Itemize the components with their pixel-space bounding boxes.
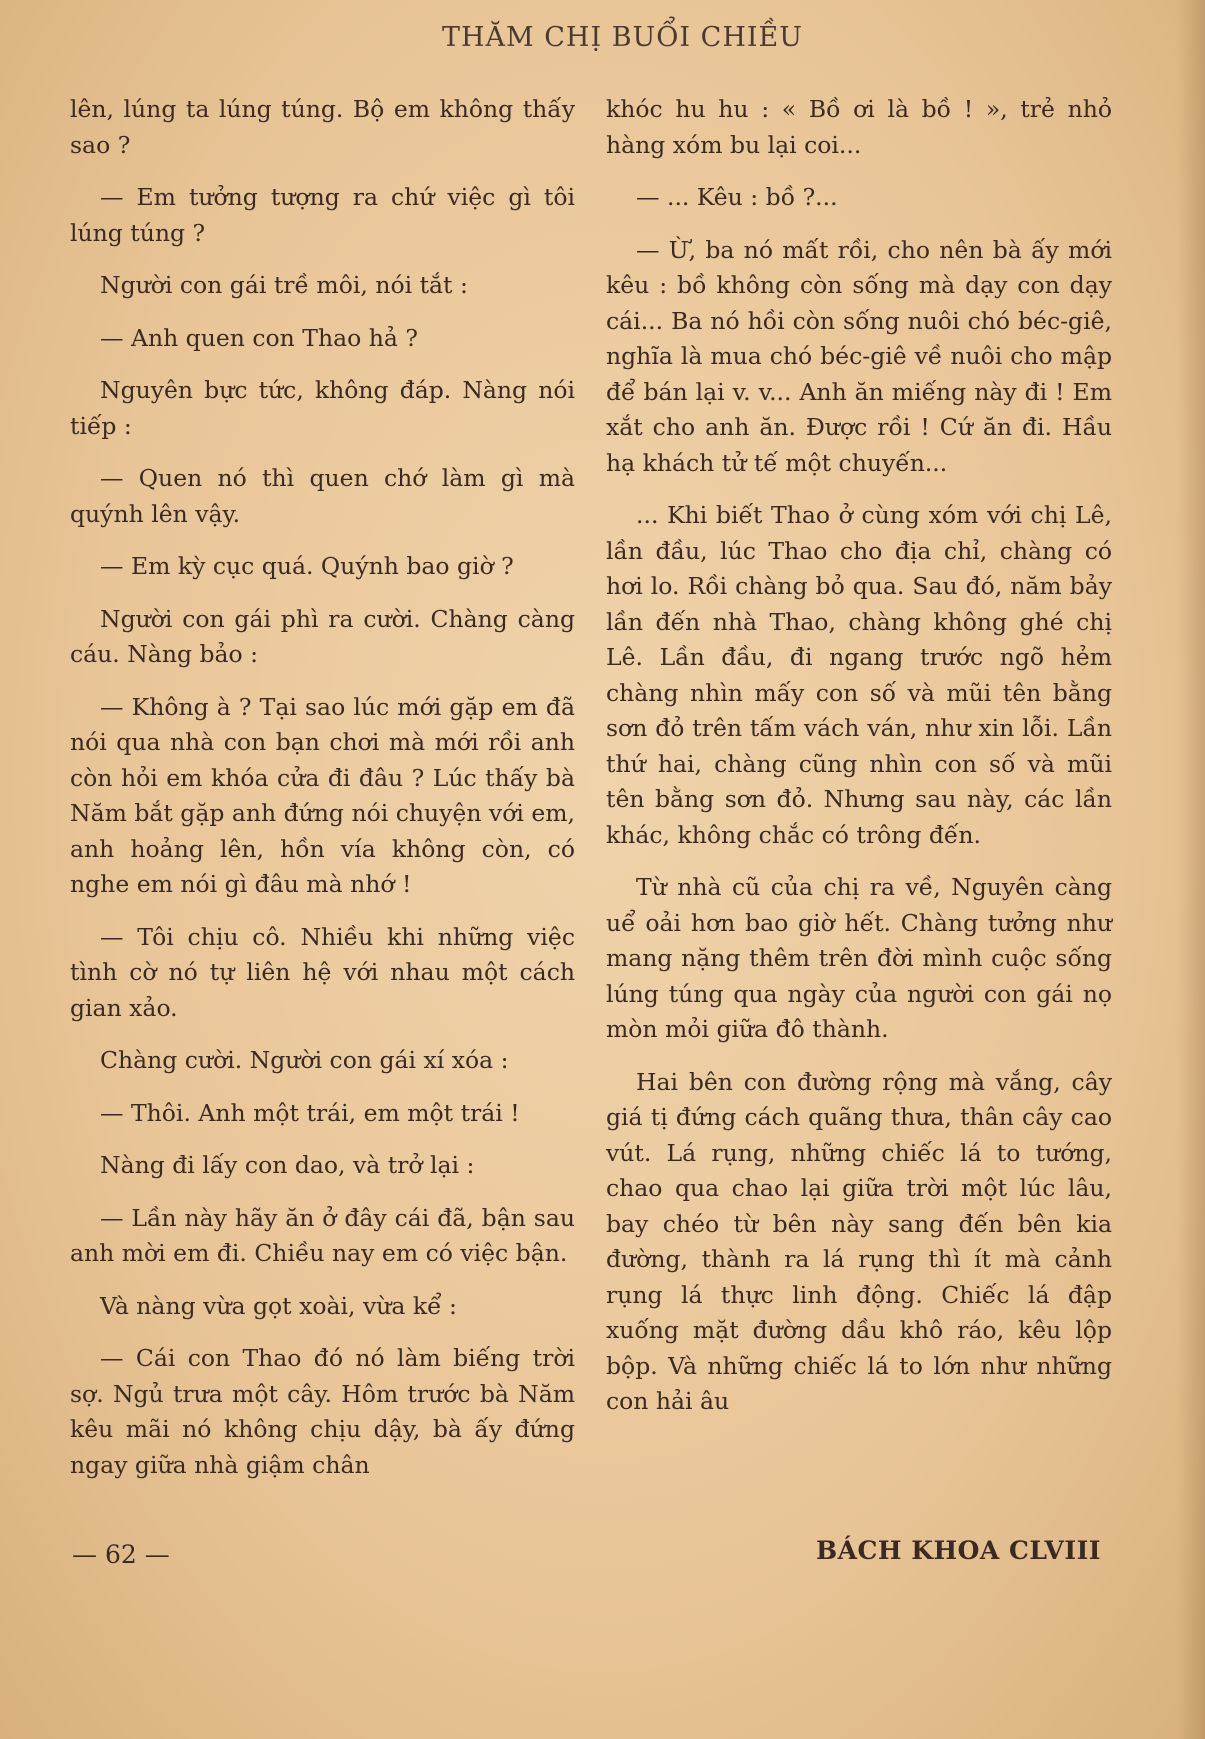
- paragraph: Người con gái phì ra cười. Chàng càng cáu. Nàng bảo :: [70, 604, 575, 668]
- paragraph: — Lần này hãy ăn ở đây cái đã, bận sau anh mời em đi. Chiều nay em có việc bận.: [70, 1203, 575, 1267]
- paragraph: — Tôi chịu cô. Nhiều khi những việc tình cờ nó tự liên hệ với nhau một cách gian xảo.: [70, 922, 575, 1022]
- paragraph: ... Khi biết Thao ở cùng xóm với chị Lê, lần đầu, lúc Thao cho địa chỉ, chàng có hơi lo. Rồi chàng bỏ qua. Sau đó, năm bảy lần đến nhà Thao, chàng không ghé chị Lê. Lần đầu, đi ngang trước ngõ hẻm chàng nhìn mấy con số và mũi tên bằng sơn đỏ trên tấm vách ván, như xin lỗi. Lần thứ hai, chàng cũng nhìn con số và mũi tên bằng sơn đỏ. Nhưng sau này, các lần khác, không chắc có trông đến.: [606, 501, 1112, 849]
- paragraph: — Ừ, ba nó mất rồi, cho nên bà ấy mới kêu : bồ không còn sống mà dạy con dạy cái... Ba nó hồi còn sống nuôi chó béc-giê, nghĩa là mua chó béc-giê về nuôi cho mập để bán lại v. v... Anh ăn miếng này đi ! Em xắt cho anh ăn. Được rồi ! Cứ ăn đi. Hầu hạ khách tử tế một chuyến...: [606, 235, 1112, 477]
- page-number: — 62 —: [72, 1540, 170, 1569]
- paragraph: — Thôi. Anh một trái, em một trái !: [100, 1098, 520, 1127]
- right-column: [606, 92, 1112, 1437]
- paragraph: Nàng đi lấy con dao, và trở lại :: [100, 1151, 475, 1179]
- paragraph: lên, lúng ta lúng túng. Bộ em không thấy sao ?: [70, 95, 575, 159]
- paragraph: — Cái con Thao đó nó làm biếng trời sợ. Ngủ trưa một cây. Hôm trước bà Năm kêu mãi nó không chịu dậy, bà ấy đứng ngay giữa nhà giậm chân: [70, 1344, 575, 1479]
- paragraph: — Em tưởng tượng ra chứ việc gì tôi lúng túng ?: [70, 183, 575, 247]
- paragraph: Nguyên bực tức, không đáp. Nàng nói tiếp :: [70, 376, 575, 440]
- page-edge-shadow: [1177, 0, 1205, 1739]
- paragraph: Chàng cười. Người con gái xí xóa :: [100, 1046, 509, 1074]
- paragraph: Hai bên con đường rộng mà vắng, cây giá tị đứng cách quãng thưa, thân cây cao vút. Lá rụng, những chiếc lá to tướng, chao qua chao lại giữa trời một lúc lâu, bay chéo từ bên này sang đến bên kia đường, thành ra lá rụng thì ít mà cảnh rụng lá thực linh động. Chiếc lá đập xuống mặt đường dầu khô ráo, kêu lộp bộp. Và những chiếc lá to lớn như những con hải âu: [606, 1067, 1112, 1415]
- paragraph: khóc hu hu : « Bồ ơi là bồ ! », trẻ nhỏ hàng xóm bu lại coi...: [606, 95, 1112, 159]
- running-header: THĂM CHỊ BUỔI CHIỀU: [441, 22, 804, 53]
- left-column: [70, 92, 575, 1500]
- paragraph: — Em kỳ cục quá. Quýnh bao giờ ?: [100, 552, 514, 580]
- paragraph: Và nàng vừa gọt xoài, vừa kể :: [100, 1291, 457, 1320]
- paragraph: — ... Kêu : bồ ?...: [636, 183, 838, 211]
- paragraph: — Không à ? Tại sao lúc mới gặp em đã nói qua nhà con bạn chơi mà mới rồi anh còn hỏi em khóa cửa đi đâu ? Lúc thấy bà Năm bắt gặp anh đứng nói chuyện với em, anh hoảng lên, hồn vía không còn, có nghe em nói gì đâu mà nhớ !: [70, 692, 575, 898]
- paragraph: Người con gái trề môi, nói tắt :: [100, 271, 468, 299]
- magazine-issue: BÁCH KHOA CLVIII: [816, 1536, 1101, 1565]
- paragraph: — Quen nó thì quen chớ làm gì mà quýnh lên vậy.: [70, 464, 575, 528]
- paragraph: Từ nhà cũ của chị ra về, Nguyên càng uể oải hơn bao giờ hết. Chàng tưởng như mang nặng thêm trên đời mình cuộc sống lúng túng qua ngày của người con gái nọ mòn mỏi giữa đô thành.: [606, 873, 1112, 1043]
- paragraph: — Anh quen con Thao hả ?: [100, 323, 418, 352]
